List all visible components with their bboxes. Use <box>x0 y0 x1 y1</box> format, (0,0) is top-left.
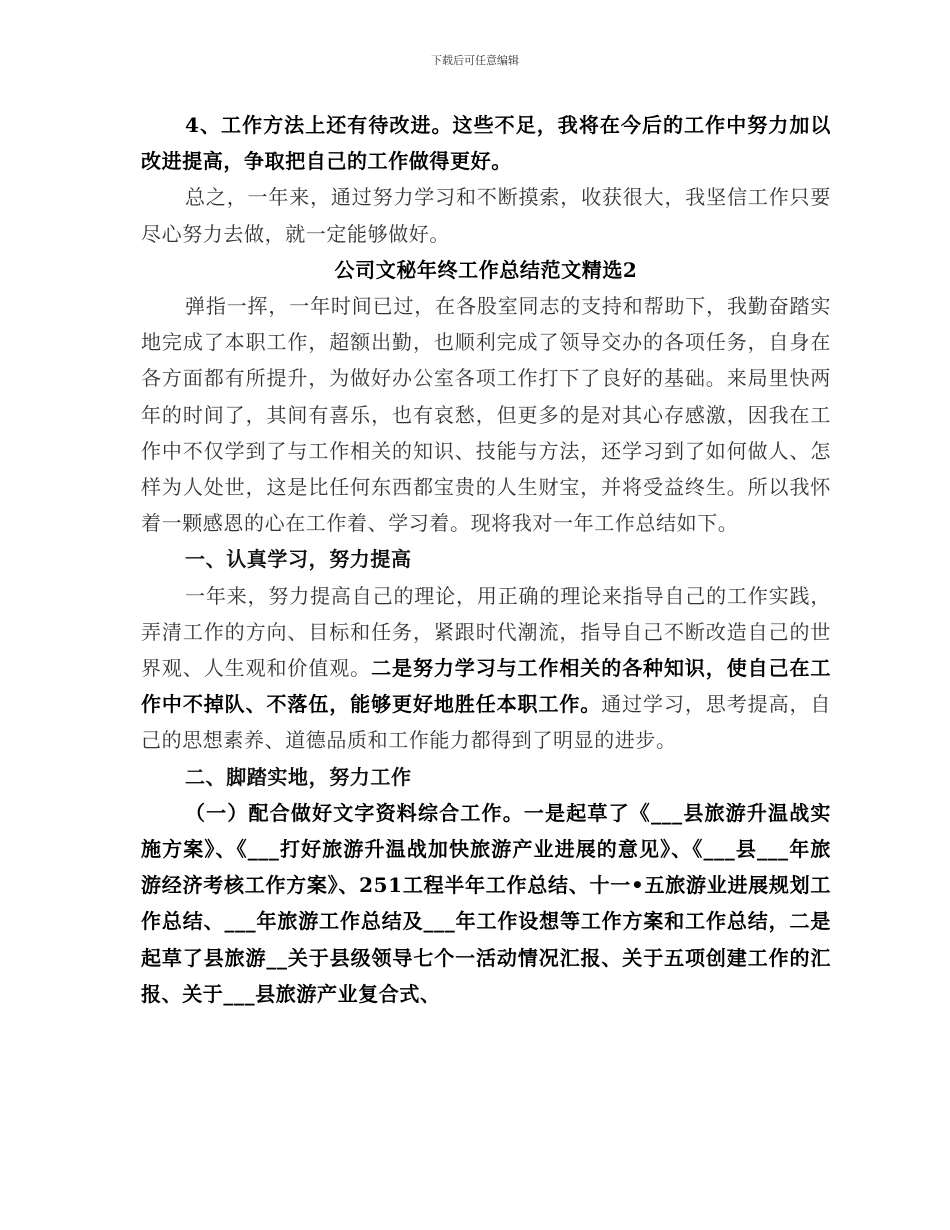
paragraph-work-method: 4、工作方法上还有待改进。这些不足，我将在今后的工作中努力加以改进提高，争取把自己的工作做得更好。 <box>141 113 831 174</box>
paragraph-study-part1: 一年来，努力提高自己的理论，用正确的理论来指导自己的工作实践，弄清工作的方向、目标和任务，紧跟时代潮流，指导自己不断改造自己的世界观、人生观和价值观。 <box>141 583 831 681</box>
paragraph-intro-2: 弹指一挥，一年时间已过，在各股室同志的支持和帮助下，我勤奋踏实地完成了本职工作，超额出勤，也顺利完成了领导交办的各项任务，自身在各方面都有所提升，为做好办公室各项工作打下了良好的基础。来局里快两年的时间了，其间有喜乐，也有哀愁，但更多的是对其心存感激，因我在工作中不仅学到了与工作相关的知识、技能与方法，还学习到了如何做人、怎样为人处世，这是比任何东西都宝贵的人生财宝，并将受益终生。所以我怀着一颗感恩的心在工作着、学习着。现将我对一年工作总结如下。 <box>141 294 831 536</box>
page-header: 下载后可任意编辑 <box>431 54 519 67</box>
paragraph-study-part2: 二是努力学习与工作相关的各种知识，使自己在工作中不掉队、不落伍，能够更好地胜任本职工作。 <box>141 656 831 717</box>
paragraph-conclusion: 总之，一年来，通过努力学习和不断摸索，收获很大，我坚信工作只要尽心努力去做，就一定能够做好。 <box>141 185 831 246</box>
heading-study: 一、认真学习，努力提高 <box>185 547 412 572</box>
paragraph-study <box>141 578 831 759</box>
document-body <box>141 107 831 1012</box>
paragraph-text-work: （一）配合做好文字资料综合工作。一是起草了《___县旅游升温战实施方案》、《___打好旅游升温战加快旅游产业进展的意见》、《___县___年旅游经济考核工作方案》、251工程半年工作总结、十一•五旅游业进展规划工作总结、___年旅游工作总结及___年工作设想等工作方案和工作总结，二是起草了县旅游__关于县级领导七个一活动情况汇报、关于五项创建工作的汇报、关于___县旅游产业复合式、 <box>141 800 831 1006</box>
paragraph-study-part3: 通过学习，思考提高，自己的思想素养、道德品质和工作能力都得到了明显的进步。 <box>141 692 832 753</box>
heading-work: 二、脚踏实地，努力工作 <box>185 764 412 789</box>
section-title-2: 公司文秘年终工作总结范文精选2 <box>334 257 638 282</box>
